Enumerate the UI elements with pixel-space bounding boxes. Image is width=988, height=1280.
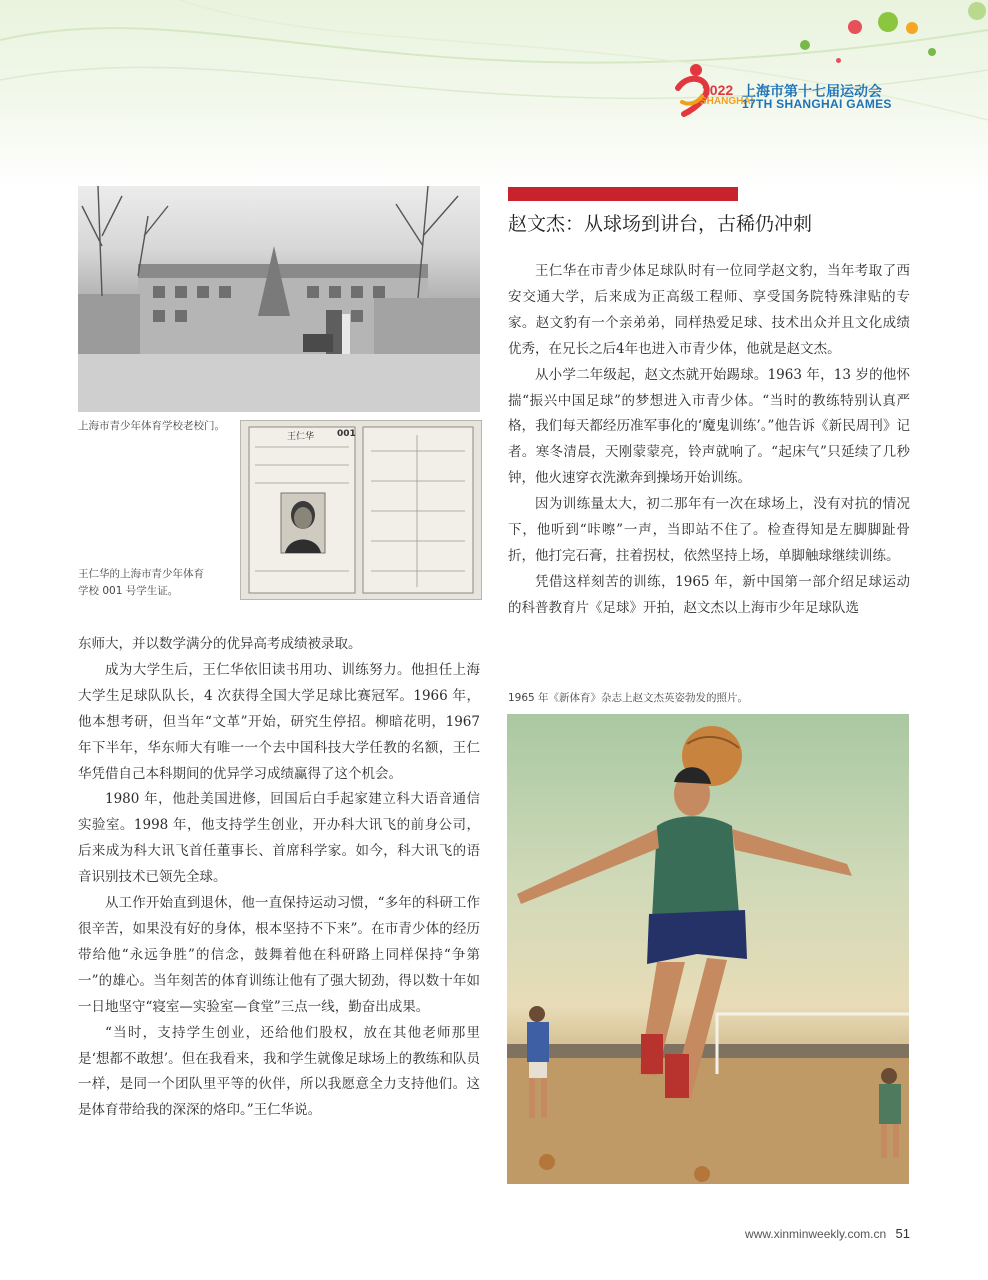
student-card-caption <box>78 566 204 600</box>
decorative-dot <box>906 22 918 34</box>
gate-photo-caption: 上海市青少年体育学校老校门。 <box>78 420 225 432</box>
logo-title-cn: 上海市第十七届运动会 <box>742 84 882 100</box>
paragraph: “当时，支持学生创业，还给他们股权，放在其他老师那里是‘想都不敢想’。但在我看来，我和学生就像足球场上的教练和队员一样，是同一个团队里平等的伙伴，所以我愿意全力支持他们。这是体育带给我的深深的烙印。”王仁华说。 <box>78 1024 480 1119</box>
logo-city: SHANGHAI <box>700 96 754 107</box>
section-title: 赵文杰：从球场到讲台，古稀仍冲刺 <box>508 213 813 235</box>
student-card-photo <box>240 420 482 600</box>
lead-line: 东师大，并以数学满分的优异高考成绩被录取。 <box>78 636 362 652</box>
right-article-body <box>508 259 910 622</box>
soccer-player-photo <box>507 714 909 1184</box>
website-url: www.xinminweekly.com.cn <box>745 1227 887 1241</box>
decorative-dot <box>928 48 936 56</box>
paragraph: 从小学二年级起，赵文杰就开始踢球。1963 年，13 岁的他怀揣“振兴中国足球”的梦想进入市青少体。“当时的教练特别认真严格，我们每天都经历准军事化的‘魔鬼训练’。”他告诉《新民周刊》记者。寒冬清晨，天刚蒙蒙亮，铃声就响了。“起床气”只延续了几秒钟，他火速穿衣洗漱奔到操场开始训练。 <box>508 366 910 487</box>
paragraph: 凭借这样刻苦的训练，1965 年，新中国第一部介绍足球运动的科普教育片《足球》开拍，赵文杰以上海市少年足球队选 <box>508 573 910 616</box>
card-number: 001 <box>337 429 356 439</box>
decorative-dot <box>878 12 898 32</box>
games-logo <box>672 62 922 122</box>
paragraph: 成为大学生后，王仁华依旧读书用功、训练努力。他担任上海大学生足球队队长，4 次获得全国大学足球比赛冠军。1966 年，他本想考研，但当年“文革”开始，研究生停招。柳暗花明，1967 年下半年，华东师大有唯一一个去中国科技大学任教的名额，王仁华凭借自己本科期间的优异学习成绩赢得了这个机会。 <box>78 661 480 782</box>
section-accent-bar <box>508 187 738 201</box>
decorative-dot <box>968 2 986 20</box>
paragraph: 从工作开始直到退休，他一直保持运动习惯，“多年的科研工作很辛苦，如果没有好的身体，根本坚持不下来”。在市青少体的经历带给他“永远争胜”的信念，鼓舞着他在科研路上同样保持“争第一”的雄心。当年刻苦的体育训练让他有了强大韧劲，得以数十年如一日地坚守“寝室—实验室—食堂”三点一线，勤奋出成果。 <box>78 895 480 1015</box>
decorative-dot <box>848 20 862 34</box>
page-footer <box>745 1226 910 1241</box>
school-gate-photo <box>78 186 480 412</box>
page-number: 51 <box>895 1226 910 1241</box>
left-article-body <box>78 632 480 1124</box>
paragraph: 因为训练量太大，初二那年有一次在球场上，没有对抗的情况下，他听到“咔嚓”一声，当即站不住了。检查得知是左脚脚趾骨折，他打完石膏，拄着拐杖，依然坚持上场，单脚触球继续训练。 <box>508 496 910 564</box>
card-name: 王仁华 <box>287 432 315 442</box>
student-card-caption-line: 学校 001 号学生证。 <box>78 585 179 597</box>
logo-title-en: 17TH SHANGHAI GAMES <box>742 97 892 111</box>
soccer-photo-caption: 1965 年《新体育》杂志上赵文杰英姿勃发的照片。 <box>508 692 749 704</box>
paragraph: 王仁华在市青少体足球队时有一位同学赵文豹，当年考取了西安交通大学，后来成为正高级工程师、享受国务院特殊津贴的专家。赵文豹有一个亲弟弟，同样热爱足球、技术出众并且文化成绩优秀，在兄长之后4年也进入市青少体，他就是赵文杰。 <box>508 263 910 357</box>
decorative-dot <box>800 40 810 50</box>
logo-year: 2022 <box>702 82 734 98</box>
paragraph: 1980 年，他赴美国进修，回国后白手起家建立科大语音通信实验室。1998 年，他支持学生创业，开办科大讯飞的前身公司，后来成为科大讯飞首任董事长、首席科学家。如今，科大讯飞的语音识别技术已领先全球。 <box>78 791 480 886</box>
student-card-caption-line: 王仁华的上海市青少年体育 <box>78 568 204 580</box>
